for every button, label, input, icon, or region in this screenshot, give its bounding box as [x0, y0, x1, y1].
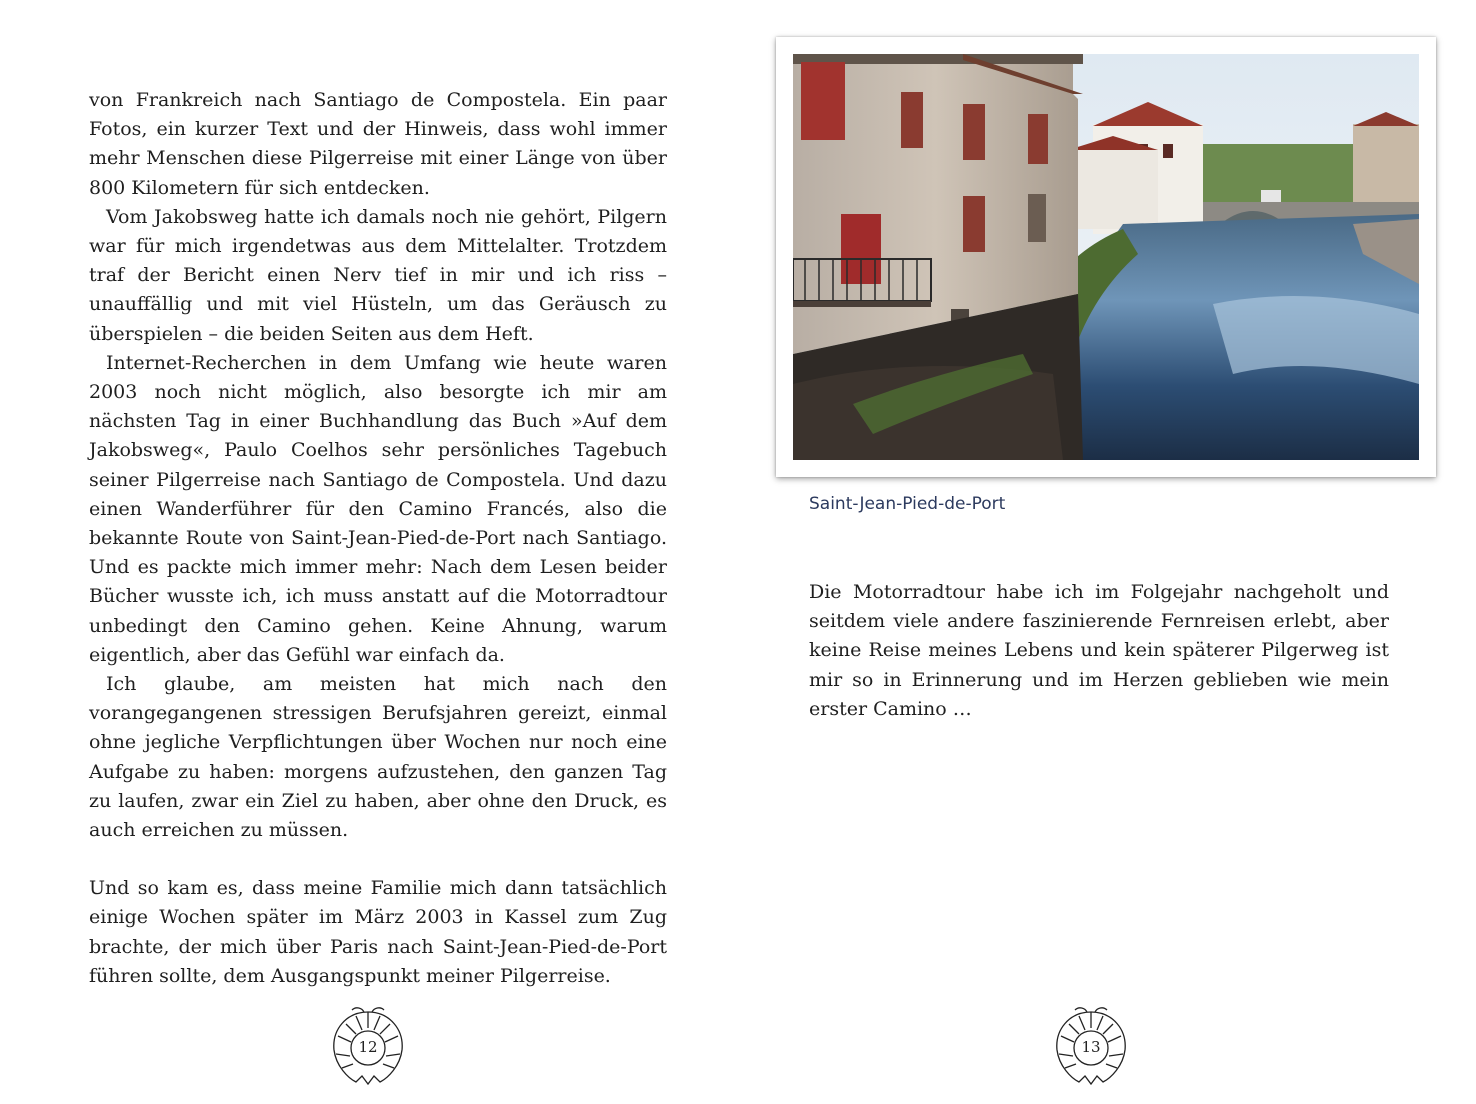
right-page: [738, 0, 1476, 1104]
paragraph: Internet-Recherchen in dem Umfang wie heute waren 2003 noch nicht möglich, also besorgte ich mir am nächsten Tag in einer Buchhandlung das Buch »Auf dem Jakobsweg«, Paulo Coelhos sehr persönliches Tagebuch seiner Pilgerreise nach Santiago de Compostela. Und dazu einen Wanderführer für den Camino Francés, also die bekannte Route von Saint-Jean-Pied-de-Port nach Santiago. Und es packte mich immer mehr: Nach dem Lesen beider Bücher wusste ich, ich muss anstatt auf die Motorradtour unbedingt den Camino gehen. Keine Ahnung, warum eigentlich, aber das Gefühl war einfach da.: [89, 351, 667, 666]
page-number: 12: [358, 1038, 378, 1056]
page-number-ornament: [326, 1004, 410, 1088]
paragraph: Ich glaube, am meisten hat mich nach den vorangegangenen stressigen Berufsjahren gereizt, einmal ohne jegliche Verpflichtungen über Wochen nur noch eine Aufgabe zu haben: morgens aufzustehen, den ganzen Tag zu laufen, zwar ein Ziel zu haben, aber ohne den Druck, es auch erreichen zu müssen.: [89, 673, 667, 842]
paragraph: Die Motorradtour habe ich im Folgejahr nachgeholt und seitdem viele andere faszinierende Fernreisen erlebt, aber keine Reise meines Lebens und kein späterer Pilgerweg ist mir so in Erinnerung und im Herzen geblieben wie mein erster Camino …: [809, 581, 1389, 720]
right-page-text: [809, 578, 1389, 724]
paragraph: Vom Jakobsweg hatte ich damals noch nie gehört, Pilgern war für mich irgendetwas aus dem Mittelalter. Trotzdem traf der Bericht einen Nerv tief in mir und ich riss – unauffällig und mit viel Hüsteln, um das Geräusch zu überspielen – die beiden Seiten aus dem Heft.: [89, 205, 667, 345]
left-page-text: [89, 86, 667, 991]
paragraph: von Frankreich nach Santiago de Compostela. Ein paar Fotos, ein kurzer Text und der Hinweis, dass wohl immer mehr Menschen diese Pilgerreise mit einer Länge von über 800 Kilometern für sich entdecken.: [89, 89, 667, 199]
river-town-photo: [793, 54, 1419, 460]
page-number-ornament: [1049, 1004, 1133, 1088]
photo-caption: Saint-Jean-Pied-de-Port: [809, 494, 1006, 514]
page-number: 13: [1081, 1038, 1101, 1056]
photo-frame: [776, 37, 1436, 477]
paragraph: Und so kam es, dass meine Familie mich dann tatsächlich einige Wochen später im März 2003 in Kassel zum Zug brachte, der mich über Paris nach Saint-Jean-Pied-de-Port führen sollte, dem Ausgangspunkt meiner Pilgerreise.: [89, 877, 667, 987]
